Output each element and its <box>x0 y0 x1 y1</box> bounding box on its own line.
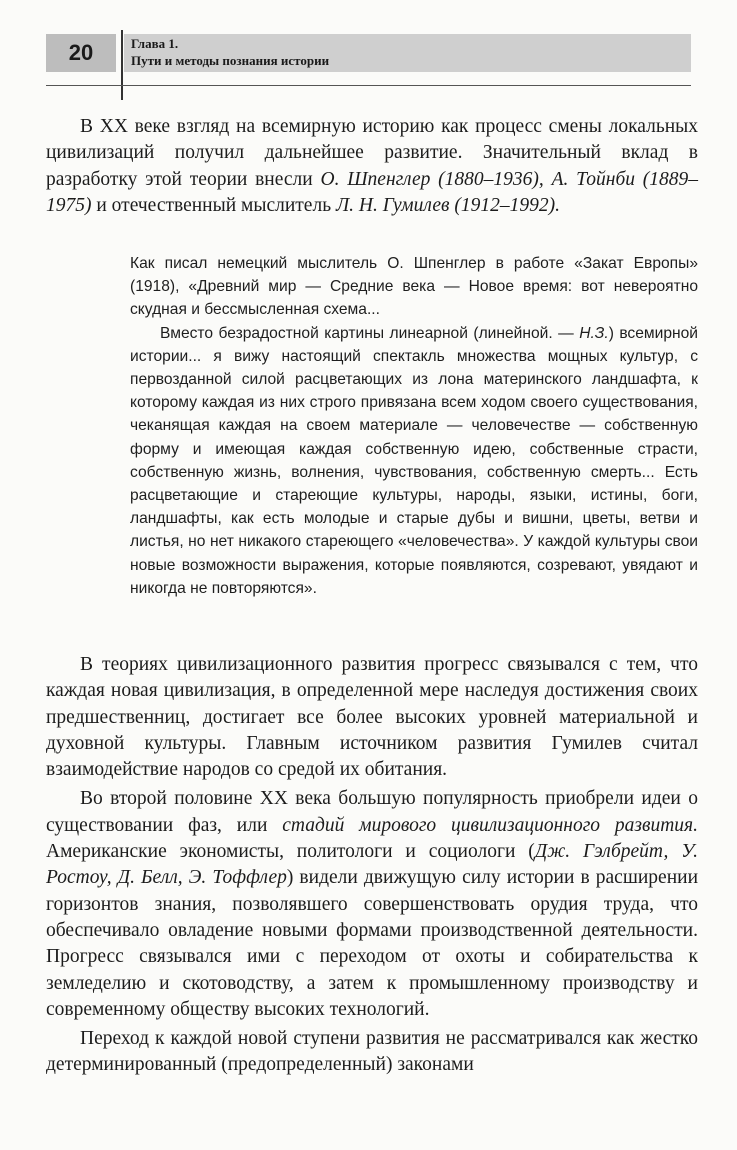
quote-text-1: Вместо безрадостной картины линеарной (линейной. — <box>160 324 580 342</box>
quote-intro: Как писал немецкий мыслитель О. Шпенглер в работе «Закат Европы» (1918), «Древний мир — Средние века — Новое время: вот невероятно скудная и бессмысленная схема... <box>130 255 698 319</box>
para3-term: стадий мирового цивилизационного развития. <box>282 814 698 836</box>
para1-text-2 <box>544 169 552 190</box>
para1-text-1: В XX веке взгляд на всемирную историю как процесс смены локальных цивилизаций получил дальнейшее развитие. Значительный вклад в разработку этой теории внесли <box>46 116 698 190</box>
block-quote <box>130 252 698 600</box>
para3-text-3: ) видели движущую силу истории в расширении горизонтов знания, позволявшего совершенствовать орудия труда, что обеспечивало овладение новыми формами производственной деятельности. Прогресс связывался ими с переходом от охоты и собирательства к земледелию и скотоводству, а затем к промышленному производству и современному обществу высоких технологий. <box>46 867 698 1020</box>
quote-body <box>130 322 698 600</box>
para3-text-2: Американские экономисты, политологи и социологи ( <box>46 841 535 863</box>
body-continued <box>46 652 698 1079</box>
paragraph-1 <box>46 114 698 219</box>
quote-initials: Н.З. <box>579 324 609 342</box>
para1-name-spengler: О. Шпенглер (1880–1936), <box>320 168 544 190</box>
para1-name-gumilev: Л. Н. Гумилев (1912–1992). <box>335 194 560 216</box>
para1-name-toynbee: А. Тойнби (1889–1975) <box>46 168 699 216</box>
paragraph-4: Переход к каждой новой ступени развития не рассматривался как жестко детерминированный (предопределенный) законами <box>46 1028 698 1076</box>
para1-text-3: и отечественный мыслитель <box>91 194 336 216</box>
para3-names: Дж. Гэлбрейт, У. Ростоу, Д. Белл, Э. Тоффлер <box>46 841 698 889</box>
quote-text-2: ) всемирной истории... я вижу настоящий спектакль множества мощных культур, с первозданной силой расцветающих из лона материнского ландшафта, к которому каждая из них строго привязана всем ходом своего существования, чеканящая каждая на своем материале — человечестве — собственную форму и имеющая каждая собственную идею, собственные страсти, собственную жизнь, волнения, чувствования, собственную смерть... Есть расцветающие и стареющие культуры, народы, языки, истины, боги, ландшафты, как есть молодые и старые дубы и вишни, цветы, ветви и листья, но нет никакого стареющего «человечества». У каждой культуры свои новые возможности выражения, которые появляются, созревают, увядают и никогда не повторяются». <box>130 324 698 597</box>
page-number: 20 <box>46 34 116 72</box>
header-vertical-rule <box>121 30 123 100</box>
paragraph-3 <box>46 786 698 1023</box>
header-horizontal-rule <box>46 85 691 86</box>
chapter-title: Пути и методы познания истории <box>131 53 330 68</box>
para3-text-1: Во второй половине XX века большую популярность приобрели идеи о существовании фаз, или <box>46 788 698 836</box>
paragraph-2: В теориях цивилизационного развития прогресс связывался с тем, что каждая новая цивилизация, в определенной мере наследуя достижения своих предшественниц, достигает все более высоких уровней материальной и духовной культуры. Главным источником развития Гумилев считал взаимодействие народов со средой их обитания. <box>46 654 698 781</box>
chapter-label: Глава 1. <box>131 36 179 51</box>
